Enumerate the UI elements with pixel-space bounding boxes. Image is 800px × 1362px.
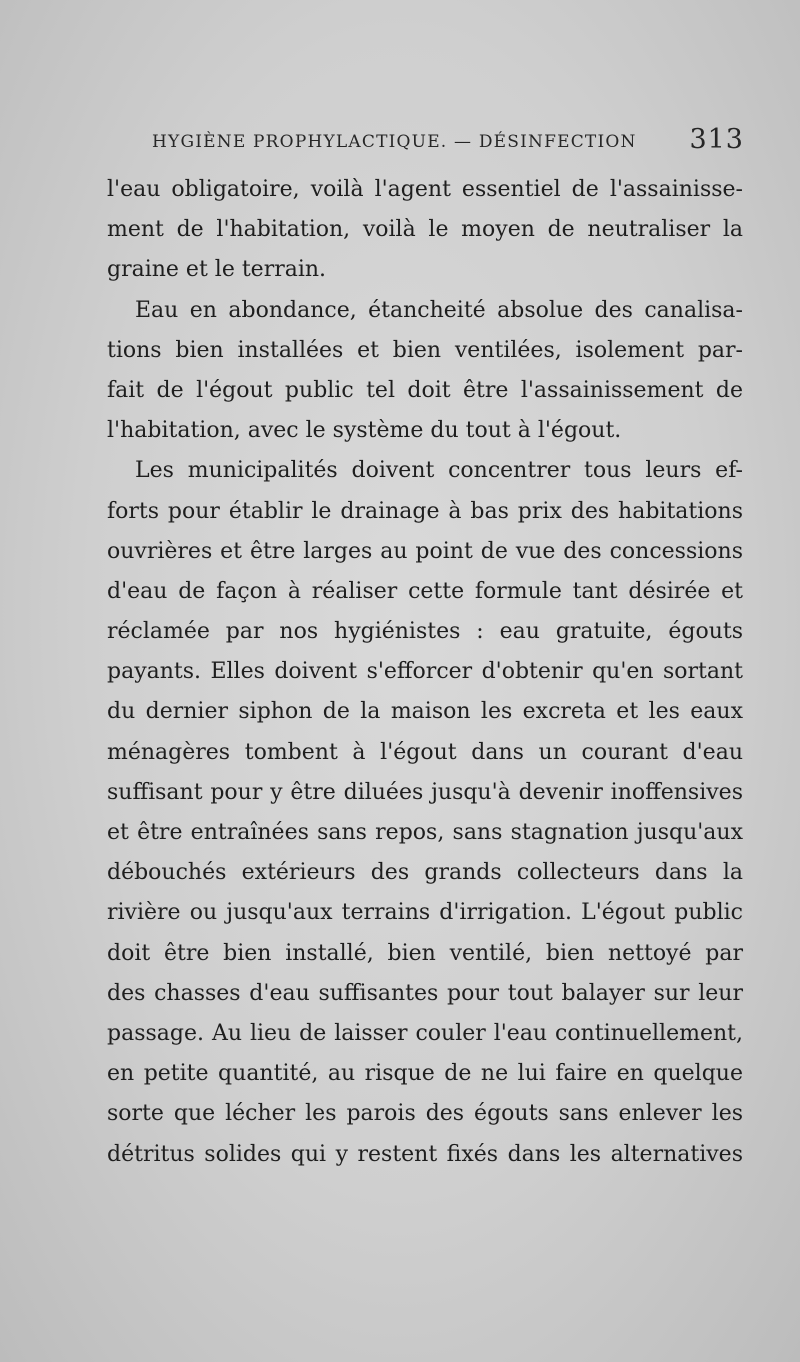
text-line: ménagères tombent à l'égout dans un courant d'eau xyxy=(107,739,743,765)
text-line: graine et le terrain. xyxy=(107,257,327,283)
text-line: suffisant pour y être diluées jusqu'à devenir inoffensives xyxy=(107,779,743,805)
text-line: l'habitation, avec le système du tout à l'égout. xyxy=(107,418,622,444)
text-line: l'eau obligatoire, voilà l'agent essentiel de l'assainisse- xyxy=(107,177,743,202)
text-line: débouchés extérieurs des grands collecteurs dans la xyxy=(107,860,743,886)
running-head: HYGIÈNE PROPHYLACTIQUE. — DÉSINFECTION xyxy=(152,132,637,152)
text-line: et être entraînées sans repos, sans stagnation jusqu'aux xyxy=(107,820,743,845)
text-line: des chasses d'eau suffisantes pour tout balayer sur leur xyxy=(107,980,743,1006)
text-line: sorte que lécher les parois des égouts sans enlever les xyxy=(107,1101,743,1127)
text-line: détritus solides qui y restent fixés dans les alternatives xyxy=(107,1141,743,1167)
text-line: forts pour établir le drainage à bas prix des habitations xyxy=(107,498,743,524)
text-line: ment de l'habitation, voilà le moyen de neutraliser la xyxy=(107,217,743,243)
text-line: doit être bien installé, bien ventilé, bien nettoyé par xyxy=(107,940,743,966)
text-line: réclamée par nos hygiénistes : eau gratuite, égouts xyxy=(107,619,743,645)
text-line: Les municipalités doivent concentrer tous leurs ef- xyxy=(135,458,743,484)
text-line: payants. Elles doivent s'efforcer d'obtenir qu'en sortant xyxy=(107,659,743,685)
text-line: passage. Au lieu de laisser couler l'eau continuellement, xyxy=(107,1020,743,1046)
text-line: en petite quantité, au risque de ne lui faire en quelque xyxy=(107,1061,743,1087)
text-line: fait de l'égout public tel doit être l'assainissement de xyxy=(107,377,743,403)
text-line: ouvrières et être larges au point de vue des concessions xyxy=(107,538,743,564)
page-header xyxy=(152,124,744,160)
text-line: Eau en abondance, étancheité absolue des canalisa- xyxy=(135,297,743,323)
text-line: du dernier siphon de la maison les excreta et les eaux xyxy=(107,699,743,725)
body-text xyxy=(107,170,743,1175)
text-line: d'eau de façon à réaliser cette formule tant désirée et xyxy=(107,578,743,604)
page-number: 313 xyxy=(689,124,744,155)
text-line: rivière ou jusqu'aux terrains d'irrigation. L'égout public xyxy=(107,900,743,926)
text-line: tions bien installées et bien ventilées, isolement par- xyxy=(107,337,743,363)
